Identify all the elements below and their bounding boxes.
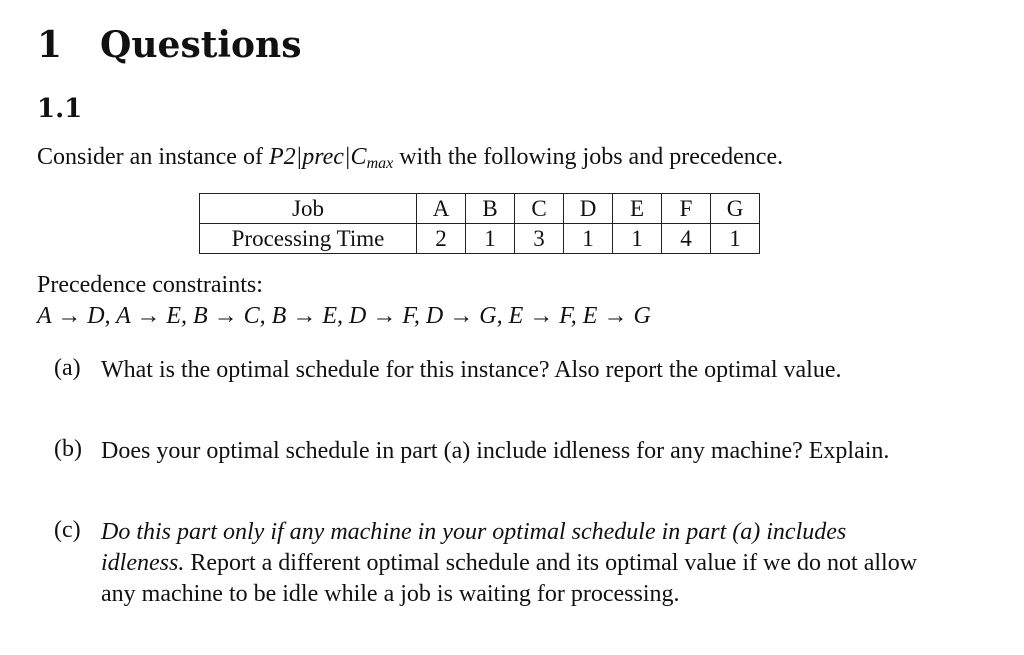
job-cell: A xyxy=(417,194,466,224)
question-c-italic: Do this part only if any machine in your optimal schedule in part (a) includes idleness. xyxy=(101,519,847,576)
job-cell: C xyxy=(515,194,564,224)
question-a-label: (a) xyxy=(54,355,81,381)
time-cell: 4 xyxy=(662,224,711,254)
question-b-label: (b) xyxy=(54,436,82,462)
row-header-processing-time: Processing Time xyxy=(200,224,417,254)
job-cell: F xyxy=(662,194,711,224)
time-cell: 2 xyxy=(417,224,466,254)
subsection-number: 1.1 xyxy=(37,94,83,124)
intro-before: Consider an instance of xyxy=(37,144,269,170)
section-title: Questions xyxy=(100,24,302,66)
intro-after: with the following jobs and precedence. xyxy=(393,144,784,170)
question-c-text xyxy=(101,517,931,610)
time-cell: 1 xyxy=(564,224,613,254)
time-cell: 1 xyxy=(711,224,760,254)
question-c-rest: Report a different optimal schedule and its optimal value if we do not allow any machine to be idle while a job is waiting for processing. xyxy=(101,550,918,607)
table-row-job xyxy=(200,194,760,224)
question-b-text: Does your optimal schedule in part (a) include idleness for any machine? Explain. xyxy=(101,438,890,464)
table-row-processing-time xyxy=(200,224,760,254)
time-cell: 1 xyxy=(613,224,662,254)
precedence-label: Precedence constraints: xyxy=(37,272,263,298)
job-cell: D xyxy=(564,194,613,224)
problem-notation: P2|prec|C xyxy=(268,144,367,170)
section-number: 1 xyxy=(37,24,63,66)
job-cell: E xyxy=(613,194,662,224)
question-c-label: (c) xyxy=(54,517,81,543)
time-cell: 1 xyxy=(466,224,515,254)
problem-notation-subscript: max xyxy=(366,155,394,172)
time-cell: 3 xyxy=(515,224,564,254)
job-cell: B xyxy=(466,194,515,224)
jobs-table xyxy=(199,193,760,254)
intro-paragraph xyxy=(37,144,783,173)
precedence-constraints: A → D, A → E, B → C, B → E, D → F, D → G, E → F, E → G xyxy=(37,303,651,329)
job-cell: G xyxy=(711,194,760,224)
question-a-text: What is the optimal schedule for this instance? Also report the optimal value. xyxy=(101,357,842,383)
row-header-job: Job xyxy=(200,194,417,224)
